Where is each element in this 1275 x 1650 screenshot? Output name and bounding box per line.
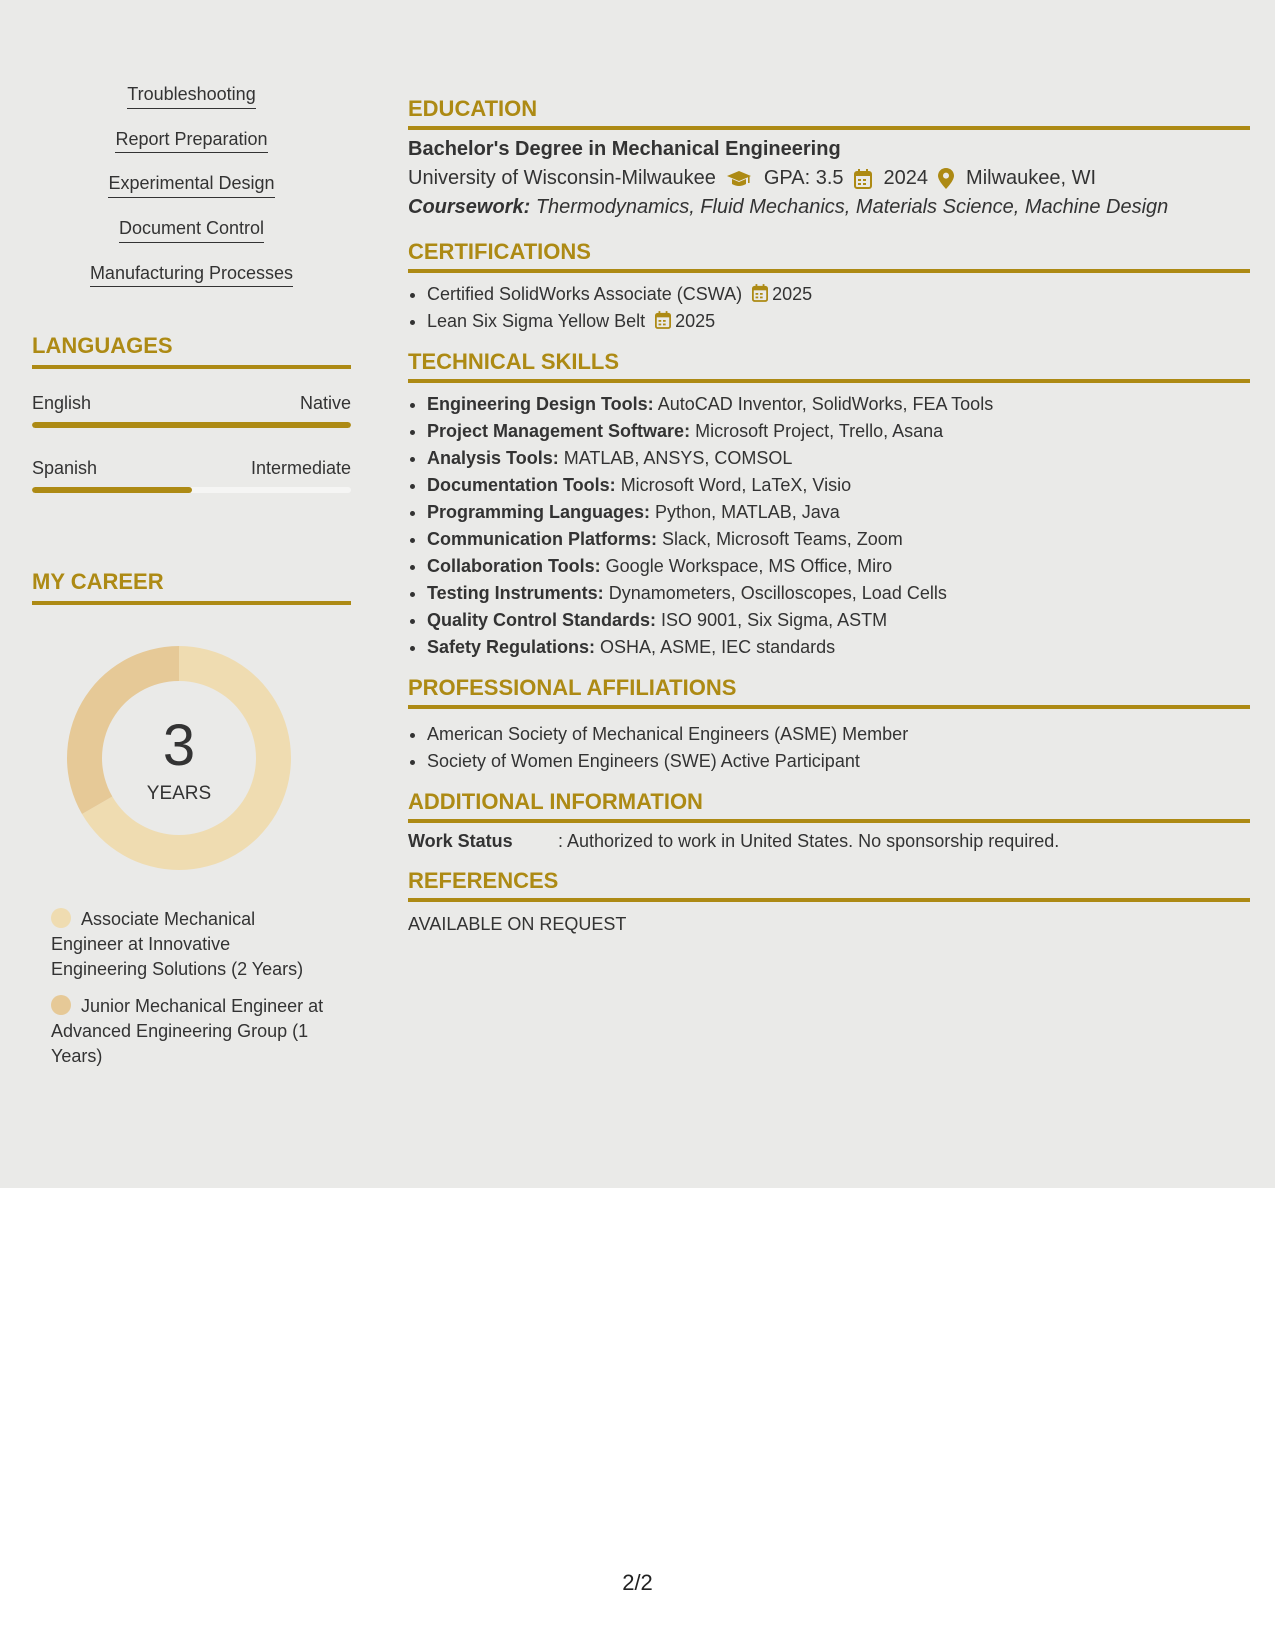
skill-category: Project Management Software: bbox=[427, 421, 691, 441]
coursework-label: Coursework: bbox=[408, 196, 531, 218]
list-item: • American Society of Mechanical Engineers (ASME) Member bbox=[427, 721, 1250, 748]
skill-values: MATLAB, ANSYS, COMSOL bbox=[563, 448, 793, 468]
technical-skills-heading: TECHNICAL SKILLS bbox=[408, 349, 1250, 383]
skill-item: Report Preparation bbox=[115, 129, 267, 154]
certification-year: 2025 bbox=[772, 284, 813, 304]
work-status-row bbox=[408, 831, 1250, 852]
calendar-icon bbox=[854, 169, 872, 189]
language-english bbox=[32, 393, 351, 428]
languages-heading: LANGUAGES bbox=[32, 333, 351, 369]
school-location: Milwaukee, WI bbox=[966, 167, 1097, 189]
graduation-cap-icon bbox=[726, 170, 752, 188]
skill-values: Python, MATLAB, Java bbox=[655, 502, 840, 522]
skill-values: Google Workspace, MS Office, Miro bbox=[605, 556, 893, 576]
skill-item: Manufacturing Processes bbox=[90, 263, 293, 288]
degree-title: Bachelor's Degree in Mechanical Engineering bbox=[408, 138, 841, 160]
certification-year: 2025 bbox=[675, 311, 716, 331]
technical-skills-list bbox=[408, 391, 1250, 661]
affiliations-list bbox=[408, 721, 1250, 775]
list-item bbox=[427, 472, 1250, 499]
references-heading: REFERENCES bbox=[408, 868, 1250, 902]
school-name: University of Wisconsin-Milwaukee bbox=[408, 167, 716, 189]
left-column bbox=[32, 84, 351, 1081]
language-level: Intermediate bbox=[250, 458, 351, 479]
career-legend-item bbox=[51, 907, 331, 982]
skill-category: Documentation Tools: bbox=[427, 475, 616, 495]
list-item bbox=[427, 308, 1250, 335]
education-heading: EDUCATION bbox=[408, 96, 1250, 130]
skill-category: Quality Control Standards: bbox=[427, 610, 657, 630]
legend-dot bbox=[51, 908, 71, 928]
additional-info-heading: ADDITIONAL INFORMATION bbox=[408, 789, 1250, 823]
skill-category: Programming Languages: bbox=[427, 502, 651, 522]
gpa: GPA: 3.5 bbox=[763, 167, 844, 189]
language-bar bbox=[32, 422, 351, 428]
list-item bbox=[427, 418, 1250, 445]
skill-category: Safety Regulations: bbox=[427, 637, 596, 657]
page-number: 2/2 bbox=[622, 1570, 653, 1595]
calendar-icon bbox=[655, 311, 671, 329]
language-level: Native bbox=[299, 393, 351, 414]
career-legend-item bbox=[51, 994, 331, 1069]
career-donut bbox=[66, 645, 292, 871]
work-status-value: : Authorized to work in United States. No sponsorship required. bbox=[558, 831, 1060, 851]
career-heading: MY CAREER bbox=[32, 569, 351, 605]
list-item bbox=[427, 580, 1250, 607]
skill-values: Slack, Microsoft Teams, Zoom bbox=[662, 529, 903, 549]
affiliations-heading: PROFESSIONAL AFFILIATIONS bbox=[408, 675, 1250, 709]
skill-values: AutoCAD Inventor, SolidWorks, FEA Tools bbox=[657, 394, 994, 414]
list-item bbox=[427, 553, 1250, 580]
certifications-list bbox=[408, 281, 1250, 335]
skill-values: Microsoft Word, LaTeX, Visio bbox=[620, 475, 852, 495]
coursework-list: Thermodynamics, Fluid Mechanics, Materials Science, Machine Design bbox=[535, 196, 1169, 218]
legend-dot bbox=[51, 995, 71, 1015]
list-item bbox=[427, 634, 1250, 661]
skill-values: Microsoft Project, Trello, Asana bbox=[695, 421, 944, 441]
certification-name: Lean Six Sigma Yellow Belt bbox=[427, 311, 646, 331]
coursework bbox=[408, 196, 1250, 219]
language-bar-fill bbox=[32, 422, 351, 428]
list-item bbox=[427, 607, 1250, 634]
skill-values: ISO 9001, Six Sigma, ASTM bbox=[661, 610, 888, 630]
skill-item: Experimental Design bbox=[108, 173, 274, 198]
legend-label: Junior Mechanical Engineer at Advanced Engineering Group (1 Years) bbox=[51, 996, 324, 1067]
skill-category: Testing Instruments: bbox=[427, 583, 604, 603]
language-name: English bbox=[32, 393, 92, 414]
skill-list bbox=[32, 84, 351, 307]
skill-category: Analysis Tools: bbox=[427, 448, 559, 468]
skill-category: Engineering Design Tools: bbox=[427, 394, 654, 414]
career-legend bbox=[51, 907, 331, 1069]
map-pin-icon bbox=[938, 168, 954, 189]
certification-name: Certified SolidWorks Associate (CSWA) bbox=[427, 284, 743, 304]
certifications-heading: CERTIFICATIONS bbox=[408, 239, 1250, 273]
legend-label: Associate Mechanical Engineer at Innovative Engineering Solutions (2 Years) bbox=[51, 909, 304, 980]
list-item: • Society of Women Engineers (SWE) Active Participant bbox=[427, 748, 1250, 775]
work-status-label: Work Status bbox=[408, 831, 513, 851]
skill-item: Document Control bbox=[119, 218, 264, 243]
career-total: 3 bbox=[162, 713, 196, 779]
list-item bbox=[427, 281, 1250, 308]
right-column bbox=[408, 96, 1250, 935]
career-unit: YEARS bbox=[146, 783, 212, 805]
list-item bbox=[427, 499, 1250, 526]
skill-values: OSHA, ASME, IEC standards bbox=[600, 637, 836, 657]
skill-values: Dynamometers, Oscilloscopes, Load Cells bbox=[608, 583, 947, 603]
language-bar bbox=[32, 487, 351, 493]
skill-category: Communication Platforms: bbox=[427, 529, 658, 549]
language-bar-fill bbox=[32, 487, 192, 493]
language-spanish bbox=[32, 458, 351, 493]
list-item bbox=[427, 526, 1250, 553]
skill-category: Collaboration Tools: bbox=[427, 556, 601, 576]
list-item bbox=[427, 445, 1250, 472]
language-name: Spanish bbox=[32, 458, 98, 479]
graduation-year: 2024 bbox=[883, 167, 929, 189]
calendar-icon bbox=[752, 284, 768, 302]
skill-item: Troubleshooting bbox=[127, 84, 255, 109]
references-text: AVAILABLE ON REQUEST bbox=[408, 914, 627, 934]
education-details bbox=[408, 167, 1250, 190]
list-item bbox=[427, 391, 1250, 418]
